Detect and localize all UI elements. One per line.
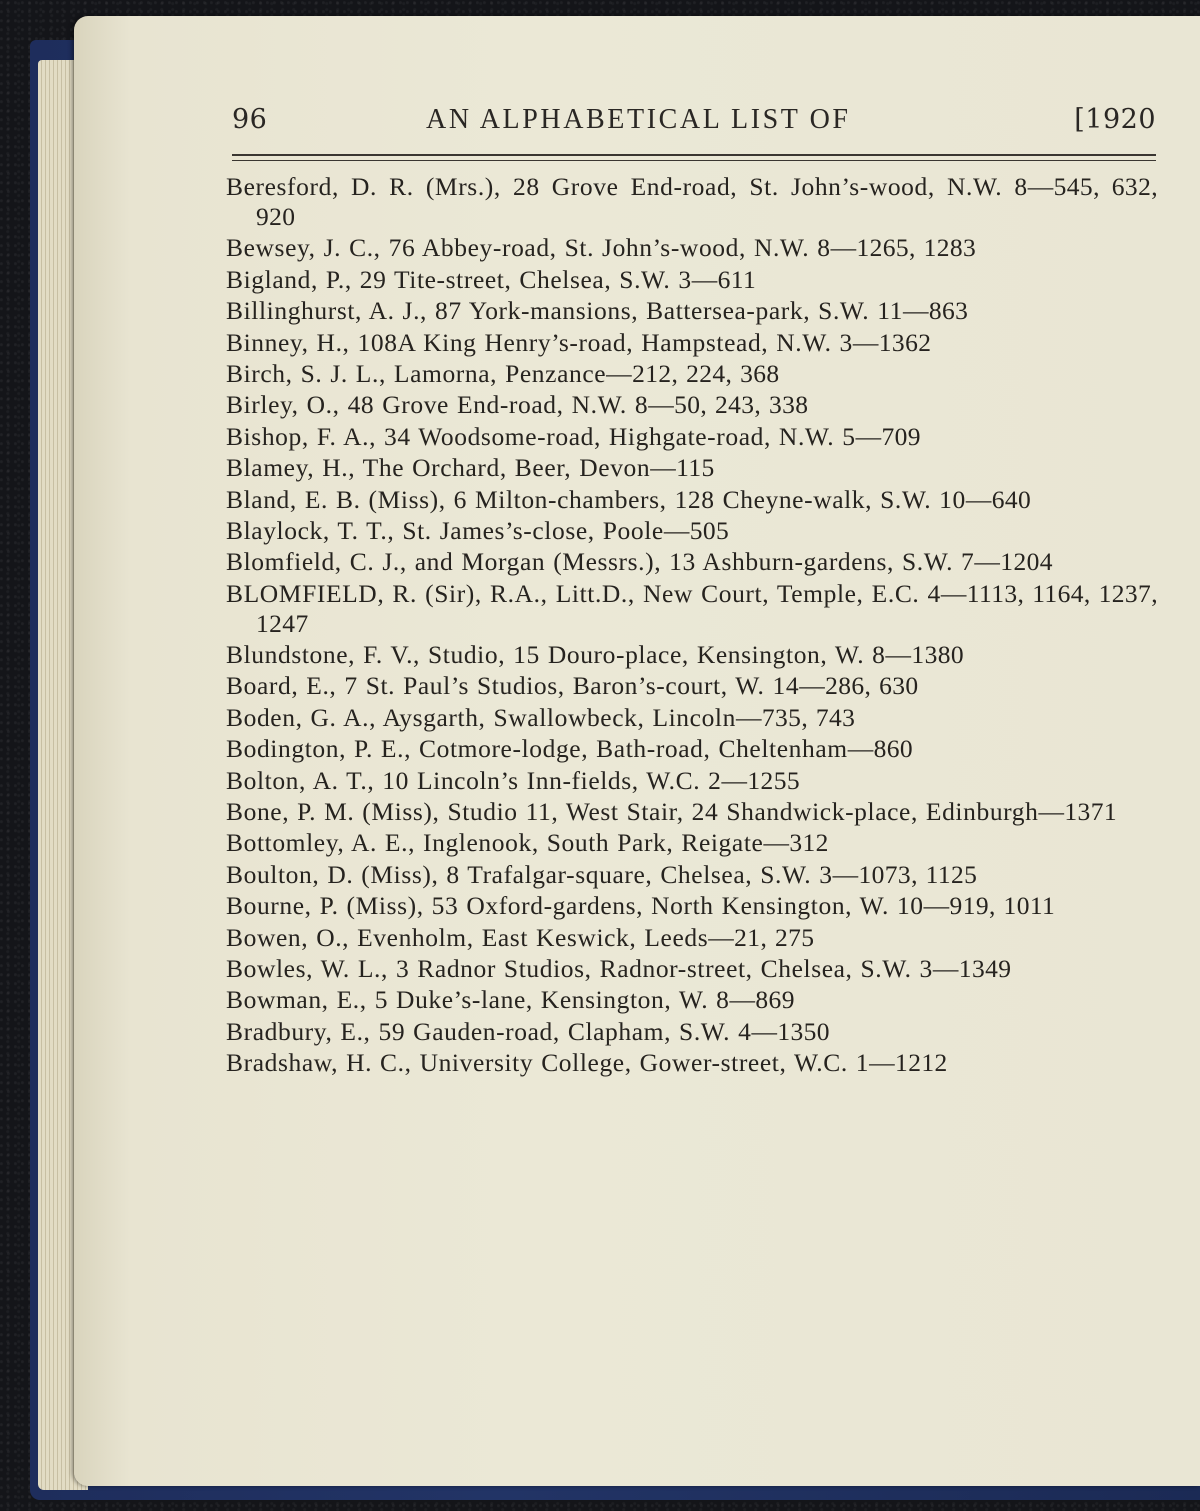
entry-catalogue-numbers: —1371	[1038, 797, 1117, 827]
entry-name-address: Bowles, W. L., 3 Radnor Studios, Radnor-street, Chelsea, S.W. 3	[226, 953, 933, 983]
entry-name-address: Blaylock, T. T., St. James’s-close, Poole	[226, 515, 664, 545]
entry-catalogue-numbers: —1073, 1125	[832, 859, 978, 889]
entry-name-address: Beresford, D. R. (Mrs.), 28 Grove End-road, St. John’s-wood, N.W. 8	[226, 172, 1028, 201]
entry-name-address: Board, E., 7 St. Paul’s Studios, Baron’s-court, W. 14	[226, 671, 800, 701]
entry-catalogue-numbers: —1350	[751, 1016, 830, 1046]
entry-catalogue-numbers: —1113, 1164, 1237, 1247	[256, 578, 1158, 638]
entry-name-address: Bradbury, E., 59 Gauden-road, Clapham, S.W. 4	[226, 1016, 752, 1046]
entry-name-address: Bowman, E., 5 Duke’s-lane, Kensington, W. 8	[226, 985, 730, 1015]
entry-catalogue-numbers: —1204	[974, 547, 1053, 577]
entry-catalogue-numbers: —919, 1011	[923, 891, 1056, 921]
entry-catalogue-numbers: —312	[763, 828, 829, 858]
entry-catalogue-numbers: —1362	[852, 327, 932, 357]
entry-name-address: Bewsey, J. C., 76 Abbey-road, St. John’s-wood, N.W. 8	[226, 233, 831, 263]
list-item	[226, 390, 1158, 420]
list-item	[226, 579, 1158, 639]
list-item	[226, 923, 1158, 953]
list-item	[226, 1048, 1158, 1078]
entry-catalogue-numbers: —869	[729, 985, 795, 1015]
entry-name-address: Blomfield, C. J., and Morgan (Messrs.), 13 Ashburn-gardens, S.W. 7	[226, 547, 975, 577]
list-item	[226, 734, 1158, 764]
entry-list	[226, 172, 1158, 1080]
list-item	[226, 985, 1158, 1015]
entry-catalogue-numbers: —1255	[721, 765, 800, 795]
list-item	[226, 954, 1158, 984]
list-item	[226, 547, 1158, 577]
entry-name-address: Bishop, F. A., 34 Woodsome-road, Highgate-road, N.W. 5	[226, 421, 856, 451]
entry-name-address: Billinghurst, A. J., 87 York-mansions, Battersea-park, S.W. 11	[226, 296, 903, 326]
entry-name-address: Bland, E. B. (Miss), 6 Milton-chambers, 128 Cheyne-walk, S.W. 10	[226, 484, 966, 514]
entry-catalogue-numbers: —21, 275	[708, 922, 815, 952]
entry-name-address: Bourne, P. (Miss), 53 Oxford-gardens, North Kensington, W. 10	[226, 891, 924, 921]
entry-name-address: Boulton, D. (Miss), 8 Trafalgar-square, Chelsea, S.W. 3	[226, 859, 833, 889]
entry-catalogue-numbers: —115	[650, 453, 715, 483]
list-item	[226, 671, 1158, 701]
entry-catalogue-numbers: —545, 632, 920	[256, 172, 1158, 231]
header-rule-thin	[232, 160, 1156, 161]
entry-catalogue-numbers: —1349	[932, 953, 1012, 983]
list-item	[226, 797, 1158, 827]
header-year: [1920	[1074, 104, 1156, 135]
list-item	[226, 453, 1158, 483]
entry-name-address: Birley, O., 48 Grove End-road, N.W. 8	[226, 390, 649, 420]
list-item	[226, 891, 1158, 921]
list-item	[226, 1017, 1158, 1047]
running-title: AN ALPHABETICAL LIST OF	[426, 104, 851, 135]
list-item	[226, 328, 1158, 358]
list-item	[226, 265, 1158, 295]
list-item	[226, 422, 1158, 452]
entry-catalogue-numbers: —611	[691, 264, 757, 294]
list-item	[226, 860, 1158, 890]
entry-catalogue-numbers: —286, 630	[799, 671, 919, 701]
entry-catalogue-numbers: —735, 743	[735, 702, 856, 732]
list-item	[226, 485, 1158, 515]
entry-catalogue-numbers: —212, 224, 368	[606, 358, 780, 388]
list-item	[226, 703, 1158, 733]
entry-name-address: Bone, P. M. (Miss), Studio 11, West Stair, 24 Shandwick-place, Edinburgh	[226, 797, 1039, 827]
list-item	[226, 640, 1158, 670]
entry-catalogue-numbers: —1265, 1283	[830, 233, 977, 263]
entry-name-address: Bigland, P., 29 Tite-street, Chelsea, S.W. 3	[226, 264, 692, 294]
entry-catalogue-numbers: —860	[847, 734, 914, 764]
entry-catalogue-numbers: —1380	[885, 640, 965, 670]
entry-catalogue-numbers: —50, 243, 338	[648, 390, 809, 420]
list-item	[226, 172, 1158, 232]
entry-name-address: BLOMFIELD, R. (Sir), R.A., Litt.D., New Court, Temple, E.C. 4	[226, 578, 941, 608]
entry-name-address: Birch, S. J. L., Lamorna, Penzance	[226, 358, 607, 388]
list-item	[226, 233, 1158, 263]
running-header	[232, 104, 1156, 148]
entry-catalogue-numbers: —1212	[869, 1048, 948, 1078]
list-item	[226, 828, 1158, 858]
entry-name-address: Blamey, H., The Orchard, Beer, Devon	[226, 453, 651, 483]
header-rule	[232, 154, 1156, 156]
entry-name-address: Bolton, A. T., 10 Lincoln’s Inn-fields, W.C. 2	[226, 765, 722, 795]
entry-name-address: Bodington, P. E., Cotmore-lodge, Bath-road, Cheltenham	[226, 734, 848, 764]
entry-name-address: Bowen, O., Evenholm, East Keswick, Leeds	[226, 922, 709, 952]
entry-catalogue-numbers: —863	[902, 296, 969, 326]
entry-name-address: Binney, H., 108A King Henry’s-road, Hampstead, N.W. 3	[226, 327, 853, 357]
list-item	[226, 296, 1158, 326]
list-item	[226, 359, 1158, 389]
list-item	[226, 766, 1158, 796]
page-number: 96	[232, 104, 268, 135]
entry-catalogue-numbers: —640	[965, 484, 1032, 514]
entry-name-address: Boden, G. A., Aysgarth, Swallowbeck, Lincoln	[226, 702, 736, 732]
entry-name-address: Bottomley, A. E., Inglenook, South Park, Reigate	[226, 828, 764, 858]
entry-catalogue-numbers: —709	[855, 421, 921, 451]
entry-name-address: Blundstone, F. V., Studio, 15 Douro-place, Kensington, W. 8	[226, 640, 886, 670]
entry-name-address: Bradshaw, H. C., University College, Gower-street, W.C. 1	[226, 1048, 870, 1078]
list-item	[226, 516, 1158, 546]
entry-catalogue-numbers: —505	[663, 515, 730, 545]
